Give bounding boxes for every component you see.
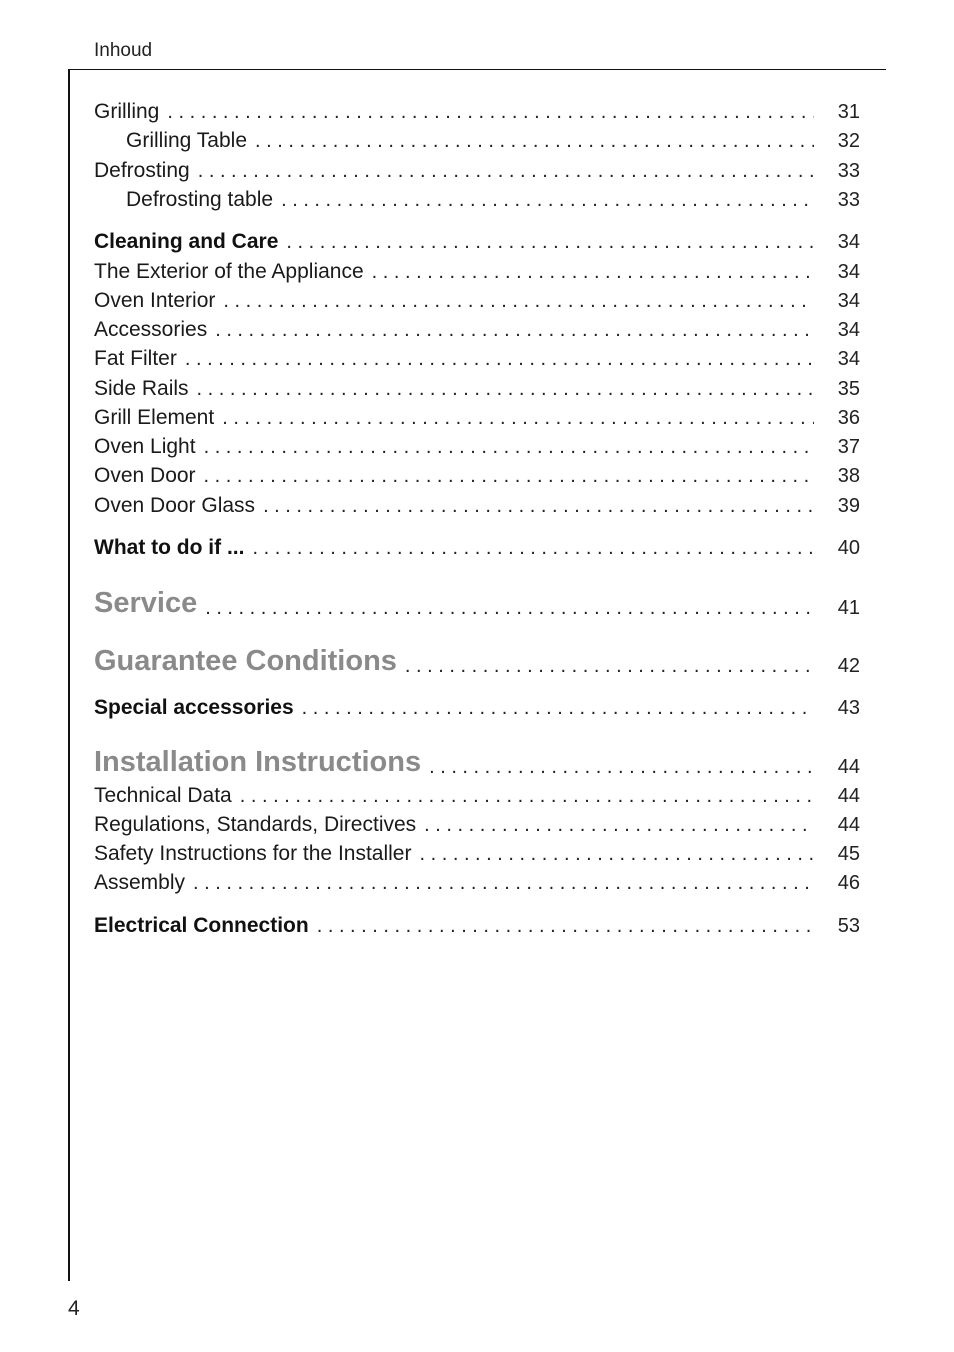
toc-entry-label: Safety Instructions for the Installer [94, 841, 412, 865]
toc-entry-defrosting-table[interactable] [94, 182, 860, 212]
toc-entry-page: 33 [837, 189, 860, 211]
toc-entry-oven-light[interactable] [94, 429, 860, 459]
toc-entry-label: Technical Data [94, 783, 232, 807]
dot-leader [263, 495, 814, 518]
toc-entry-page: 53 [837, 915, 860, 937]
toc-entry-page: 39 [837, 495, 860, 517]
dot-leader [302, 697, 814, 720]
dot-leader [193, 872, 814, 895]
toc-entry-label: Special accessories [94, 695, 294, 719]
toc-entry-page: 44 [837, 756, 860, 778]
toc-entry-label: Defrosting table [126, 187, 274, 211]
toc-entry-label: Oven Door [94, 463, 196, 487]
toc-entry-label: The Exterior of the Appliance [94, 259, 364, 283]
dot-leader [204, 436, 814, 459]
toc-entry-label: Electrical Connection [94, 913, 309, 937]
toc-entry-page: 46 [837, 872, 860, 894]
toc-entry-page: 33 [837, 160, 860, 182]
toc-entry-page: 42 [837, 655, 860, 677]
toc-entry-page: 44 [837, 785, 860, 807]
toc-entry-label: Cleaning and Care [94, 229, 279, 253]
dot-leader [204, 465, 814, 488]
dot-leader [197, 378, 814, 401]
toc-entry-accessories[interactable] [94, 312, 860, 342]
toc-entry-regulations[interactable] [94, 807, 860, 837]
toc-entry-page: 34 [837, 290, 860, 312]
toc-entry-page: 44 [837, 814, 860, 836]
toc-entry-page: 36 [837, 407, 860, 429]
toc-entry-oven-door[interactable] [94, 458, 860, 488]
toc-entry-page: 45 [837, 843, 860, 865]
running-header: Inhoud [94, 40, 153, 61]
toc-entry-technical-data[interactable] [94, 778, 860, 808]
toc-entry-page: 34 [837, 319, 860, 341]
toc-entry-electrical-connection[interactable] [94, 908, 860, 938]
dot-leader [372, 261, 814, 284]
page-number: 4 [68, 1297, 80, 1320]
toc-entry-service[interactable] [94, 584, 860, 620]
toc-entry-page: 34 [837, 348, 860, 370]
toc-entry-page: 34 [837, 231, 860, 253]
toc-entry-label: Defrosting [94, 158, 190, 182]
toc-entry-page: 32 [837, 130, 860, 152]
toc-entry-side-rails[interactable] [94, 371, 860, 401]
dot-leader [240, 785, 814, 808]
dot-leader [215, 319, 814, 342]
dot-leader [222, 407, 814, 430]
dot-leader [255, 130, 814, 153]
toc-entry-special-accessories[interactable] [94, 690, 860, 720]
toc-entry-page: 31 [837, 101, 860, 123]
toc-entry-cleaning-and-care[interactable] [94, 224, 860, 254]
toc-entry-page: 43 [837, 697, 860, 719]
toc-entry-guarantee-conditions[interactable] [94, 642, 860, 678]
toc-entry-label: Grilling Table [126, 128, 248, 152]
toc-entry-label: Fat Filter [94, 346, 177, 370]
dot-leader [317, 915, 814, 938]
toc-entry-assembly[interactable] [94, 865, 860, 895]
dot-leader [185, 348, 814, 371]
margin-rule [68, 69, 70, 1281]
toc-entry-page: 41 [837, 597, 860, 619]
dot-leader [429, 756, 814, 779]
toc-entry-label: Regulations, Standards, Directives [94, 812, 417, 836]
toc-entry-page: 37 [837, 436, 860, 458]
toc-entry-oven-door-glass[interactable] [94, 488, 860, 518]
toc-entry-label: Service [94, 587, 198, 620]
toc-entry-fat-filter[interactable] [94, 341, 860, 371]
dot-leader [205, 597, 814, 620]
toc-entry-installation-instructions[interactable] [94, 743, 860, 779]
toc-entry-label: Oven Interior [94, 288, 216, 312]
toc-entry-label: What to do if ... [94, 535, 245, 559]
toc-entry-label: Oven Light [94, 434, 196, 458]
dot-leader [286, 231, 814, 254]
toc-entry-label: Installation Instructions [94, 746, 422, 779]
dot-leader [252, 537, 814, 560]
toc-entry-what-to-do-if[interactable] [94, 530, 860, 560]
toc-entry-grilling-table[interactable] [94, 123, 860, 153]
toc-entry-page: 40 [837, 537, 860, 559]
toc-entry-oven-interior[interactable] [94, 283, 860, 313]
toc-entry-label: Guarantee Conditions [94, 645, 397, 678]
toc-entry-page: 38 [837, 465, 860, 487]
toc-entry-page: 35 [837, 378, 860, 400]
toc-entry-defrosting[interactable] [94, 153, 860, 183]
toc-entry-label: Side Rails [94, 376, 189, 400]
toc-entry-label: Grilling [94, 99, 160, 123]
toc-entry-label: Accessories [94, 317, 208, 341]
dot-leader [281, 189, 814, 212]
toc-entry-grilling[interactable] [94, 94, 860, 124]
header-rule [68, 69, 886, 70]
dot-leader [424, 814, 814, 837]
toc-entry-label: Oven Door Glass [94, 493, 256, 517]
dot-leader [419, 843, 814, 866]
dot-leader [223, 290, 814, 313]
dot-leader [198, 160, 814, 183]
dot-leader [405, 655, 814, 678]
toc-entry-grill-element[interactable] [94, 400, 860, 430]
dot-leader [167, 101, 814, 124]
toc-entry-page: 34 [837, 261, 860, 283]
toc-entry-exterior[interactable] [94, 254, 860, 284]
toc-entry-label: Assembly [94, 870, 186, 894]
toc-entry-safety-instructions[interactable] [94, 836, 860, 866]
toc-entry-label: Grill Element [94, 405, 215, 429]
